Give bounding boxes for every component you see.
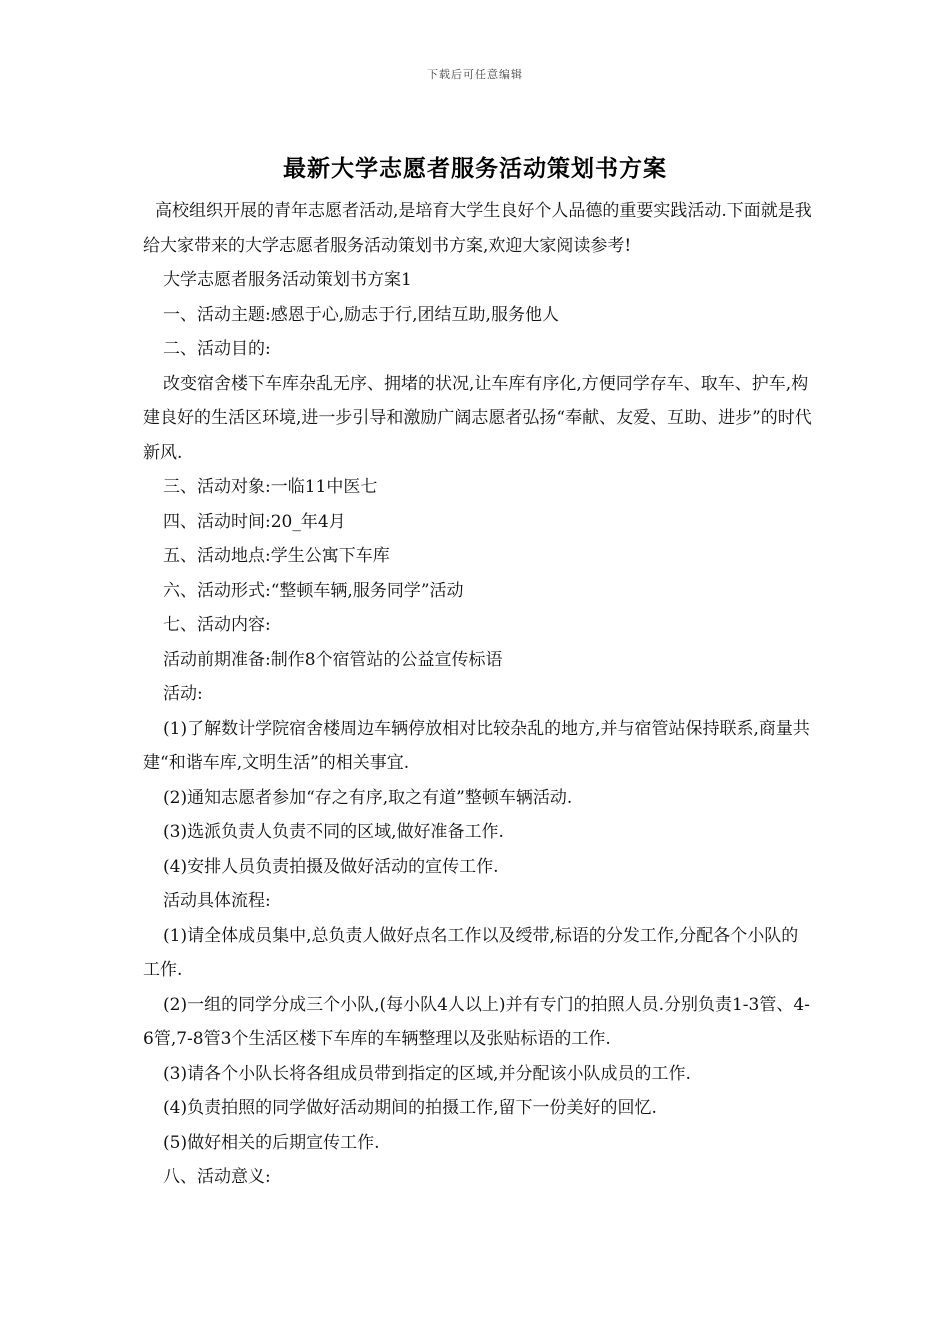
section-content-heading: 七、活动内容: bbox=[163, 615, 271, 635]
page-header-note: 下载后可任意编辑 bbox=[427, 68, 523, 81]
section-format: 六、活动形式:“整顿车辆,服务同学”活动 bbox=[163, 580, 464, 601]
activity-item-4: (4)安排人员负责拍摄及做好活动的宣传工作. bbox=[163, 856, 499, 877]
activity-item-2: (2)通知志愿者参加“存之有序,取之有道”整顿车辆活动. bbox=[163, 787, 573, 808]
process-item-4: (4)负责拍照的同学做好活动期间的拍摄工作,留下一份美好的回忆. bbox=[163, 1098, 657, 1118]
section-purpose-heading: 二、活动目的: bbox=[163, 339, 271, 359]
process-item-3: (3)请各个小队长将各组成员带到指定的区域,并分配该小队成员的工作. bbox=[163, 1063, 691, 1084]
activity-label: 活动: bbox=[163, 684, 203, 704]
section-audience: 三、活动对象:一临11中医七 bbox=[163, 477, 378, 497]
process-item-5: (5)做好相关的后期宣传工作. bbox=[163, 1132, 380, 1153]
preparation-text: 活动前期准备:制作8个宿管站的公益宣传标语 bbox=[163, 649, 503, 670]
activity-item-3: (3)选派负责人负责不同的区域,做好准备工作. bbox=[163, 822, 504, 842]
section-significance-heading: 八、活动意义: bbox=[163, 1167, 271, 1187]
section-purpose-text: 改变宿舍楼下车库杂乱无序、拥堵的状况,让车库有序化,方便同学存车、取车、护车,构建良好的生活区环境,进一步引导和激励广阔志愿者弘扬“奉献、友爱、互助、进步”的时代新风. bbox=[143, 373, 812, 463]
intro-paragraph: 高校组织开展的青年志愿者活动,是培育大学生良好个人品德的重要实践活动.下面就是我给大家带来的大学志愿者服务活动策划书方案,欢迎大家阅读参考! bbox=[143, 201, 812, 256]
process-item-2: (2)一组的同学分成三个小队,(每小队4人以上)并有专门的拍照人员.分别负责1-3管、4-6管,7-8管3个生活区楼下车库的车辆整理以及张贴标语的工作. bbox=[143, 994, 810, 1049]
plan-heading: 大学志愿者服务活动策划书方案1 bbox=[163, 270, 412, 290]
document-body bbox=[143, 194, 813, 1195]
process-heading: 活动具体流程: bbox=[163, 891, 271, 911]
process-item-1: (1)请全体成员集中,总负责人做好点名工作以及绶带,标语的分发工作,分配各个小队的工作. bbox=[143, 925, 799, 980]
section-time: 四、活动时间:20_年4月 bbox=[163, 511, 346, 532]
document-title: 最新大学志愿者服务活动策划书方案 bbox=[283, 155, 667, 182]
section-theme: 一、活动主题:感恩于心,励志于行,团结互助,服务他人 bbox=[163, 304, 559, 325]
section-location: 五、活动地点:学生公寓下车库 bbox=[163, 546, 390, 566]
activity-item-1: (1)了解数计学院宿舍楼周边车辆停放相对比较杂乱的地方,并与宿管站保持联系,商量共建“和谐车库,文明生活”的相关事宜. bbox=[143, 718, 810, 773]
